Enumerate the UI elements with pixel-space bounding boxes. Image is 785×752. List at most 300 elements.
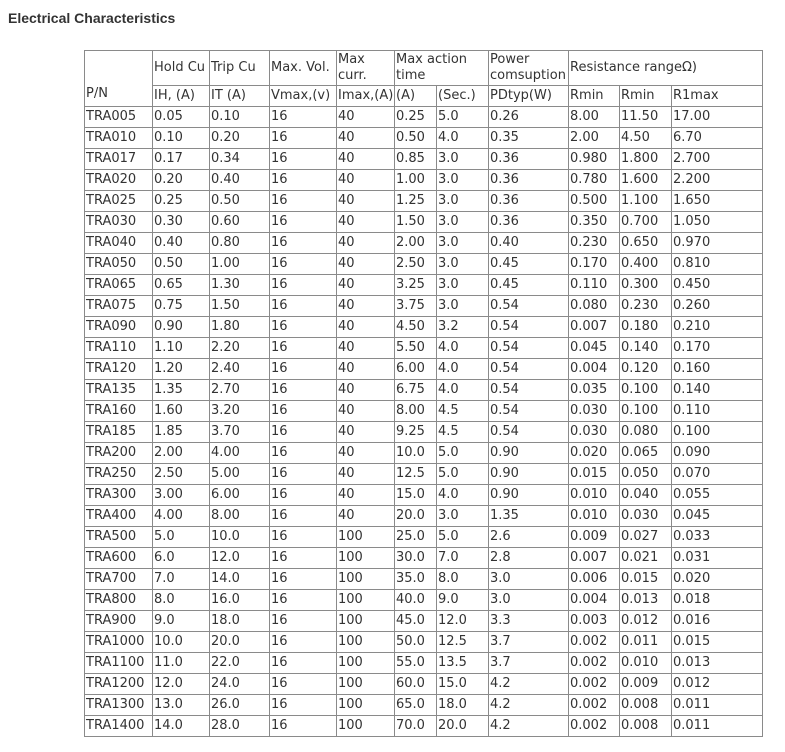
value-cell: 0.015 (620, 569, 672, 590)
value-cell: 65.0 (395, 695, 437, 716)
table-row (85, 275, 763, 296)
value-cell: 0.003 (569, 611, 620, 632)
table-row (85, 254, 763, 275)
value-cell: 0.010 (569, 485, 620, 506)
value-cell: 0.160 (672, 359, 763, 380)
value-cell: 11.0 (153, 653, 210, 674)
value-cell: 100 (337, 632, 395, 653)
value-cell: 35.0 (395, 569, 437, 590)
value-cell: 16 (270, 380, 337, 401)
value-cell: 16 (270, 359, 337, 380)
value-cell: 45.0 (395, 611, 437, 632)
value-cell: 3.3 (489, 611, 569, 632)
value-cell: 16 (270, 338, 337, 359)
unit-cell: IT (A) (210, 86, 270, 107)
value-cell: 4.5 (437, 422, 489, 443)
value-cell: 0.25 (395, 107, 437, 128)
table-row (85, 590, 763, 611)
value-cell: 3.2 (437, 317, 489, 338)
value-cell: 0.60 (210, 212, 270, 233)
value-cell: 40 (337, 296, 395, 317)
value-cell: 0.700 (620, 212, 672, 233)
electrical-characteristics-table (84, 50, 763, 737)
part-number-cell: TRA030 (85, 212, 153, 233)
value-cell: 14.0 (153, 716, 210, 737)
value-cell: 0.650 (620, 233, 672, 254)
value-cell: 0.90 (489, 485, 569, 506)
value-cell: 0.009 (569, 527, 620, 548)
value-cell: 16 (270, 170, 337, 191)
value-cell: 5.0 (437, 443, 489, 464)
value-cell: 17.00 (672, 107, 763, 128)
value-cell: 0.100 (620, 380, 672, 401)
value-cell: 0.400 (620, 254, 672, 275)
value-cell: 50.0 (395, 632, 437, 653)
part-number-cell: TRA110 (85, 338, 153, 359)
header-max-action-time: Max action time (395, 51, 489, 86)
value-cell: 5.50 (395, 338, 437, 359)
value-cell: 3.7 (489, 632, 569, 653)
value-cell: 0.54 (489, 296, 569, 317)
value-cell: 6.75 (395, 380, 437, 401)
value-cell: 0.110 (569, 275, 620, 296)
value-cell: 3.0 (437, 296, 489, 317)
table-row (85, 401, 763, 422)
value-cell: 0.54 (489, 422, 569, 443)
value-cell: 6.0 (153, 548, 210, 569)
value-cell: 16 (270, 695, 337, 716)
value-cell: 0.002 (569, 632, 620, 653)
value-cell: 0.170 (672, 338, 763, 359)
part-number-cell: TRA300 (85, 485, 153, 506)
unit-cell: PDtyp(W) (489, 86, 569, 107)
part-number-cell: TRA025 (85, 191, 153, 212)
part-number-cell: TRA1100 (85, 653, 153, 674)
value-cell: 0.015 (672, 632, 763, 653)
value-cell: 0.030 (569, 401, 620, 422)
value-cell: 1.35 (489, 506, 569, 527)
value-cell: 0.100 (672, 422, 763, 443)
header-hold-current: Hold Cu (153, 51, 210, 86)
value-cell: 8.0 (437, 569, 489, 590)
value-cell: 100 (337, 653, 395, 674)
value-cell: 16 (270, 485, 337, 506)
value-cell: 3.0 (437, 233, 489, 254)
value-cell: 16 (270, 107, 337, 128)
table-row (85, 296, 763, 317)
part-number-cell: TRA075 (85, 296, 153, 317)
value-cell: 10.0 (395, 443, 437, 464)
table-row (85, 128, 763, 149)
value-cell: 16 (270, 275, 337, 296)
part-number-cell: TRA400 (85, 506, 153, 527)
value-cell: 7.0 (153, 569, 210, 590)
value-cell: 40 (337, 359, 395, 380)
value-cell: 0.040 (620, 485, 672, 506)
value-cell: 3.7 (489, 653, 569, 674)
value-cell: 0.033 (672, 527, 763, 548)
value-cell: 3.70 (210, 422, 270, 443)
part-number-cell: TRA500 (85, 527, 153, 548)
value-cell: 8.0 (153, 590, 210, 611)
value-cell: 40 (337, 317, 395, 338)
value-cell: 7.0 (437, 548, 489, 569)
value-cell: 40.0 (395, 590, 437, 611)
value-cell: 16 (270, 212, 337, 233)
value-cell: 70.0 (395, 716, 437, 737)
value-cell: 100 (337, 695, 395, 716)
value-cell: 1.50 (210, 296, 270, 317)
value-cell: 3.75 (395, 296, 437, 317)
table-row (85, 674, 763, 695)
value-cell: 1.00 (210, 254, 270, 275)
unit-cell: R1max (672, 86, 763, 107)
part-number-cell: TRA200 (85, 443, 153, 464)
value-cell: 9.25 (395, 422, 437, 443)
value-cell: 0.36 (489, 170, 569, 191)
value-cell: 2.20 (210, 338, 270, 359)
value-cell: 1.600 (620, 170, 672, 191)
value-cell: 8.00 (395, 401, 437, 422)
value-cell: 0.54 (489, 338, 569, 359)
table-row (85, 380, 763, 401)
value-cell: 4.5 (437, 401, 489, 422)
value-cell: 0.36 (489, 149, 569, 170)
value-cell: 2.50 (153, 464, 210, 485)
table-row (85, 548, 763, 569)
value-cell: 11.50 (620, 107, 672, 128)
value-cell: 4.2 (489, 674, 569, 695)
header-row (85, 51, 763, 86)
value-cell: 0.090 (672, 443, 763, 464)
value-cell: 40 (337, 170, 395, 191)
table-row (85, 632, 763, 653)
value-cell: 30.0 (395, 548, 437, 569)
value-cell: 0.230 (569, 233, 620, 254)
value-cell: 12.5 (395, 464, 437, 485)
value-cell: 0.031 (672, 548, 763, 569)
value-cell: 0.002 (569, 653, 620, 674)
value-cell: 16 (270, 149, 337, 170)
value-cell: 0.90 (489, 443, 569, 464)
value-cell: 5.0 (437, 464, 489, 485)
part-number-cell: TRA050 (85, 254, 153, 275)
value-cell: 16 (270, 443, 337, 464)
value-cell: 0.018 (672, 590, 763, 611)
value-cell: 0.020 (569, 443, 620, 464)
value-cell: 2.6 (489, 527, 569, 548)
value-cell: 15.0 (437, 674, 489, 695)
value-cell: 10.0 (210, 527, 270, 548)
value-cell: 0.54 (489, 317, 569, 338)
value-cell: 16 (270, 233, 337, 254)
value-cell: 10.0 (153, 632, 210, 653)
part-number-cell: TRA1300 (85, 695, 153, 716)
table-row (85, 611, 763, 632)
value-cell: 4.0 (437, 380, 489, 401)
value-cell: 16 (270, 569, 337, 590)
value-cell: 5.00 (210, 464, 270, 485)
value-cell: 0.40 (210, 170, 270, 191)
part-number-cell: TRA1200 (85, 674, 153, 695)
value-cell: 0.140 (620, 338, 672, 359)
value-cell: 0.008 (620, 716, 672, 737)
value-cell: 16 (270, 296, 337, 317)
value-cell: 0.055 (672, 485, 763, 506)
part-number-cell: TRA800 (85, 590, 153, 611)
value-cell: 4.2 (489, 695, 569, 716)
header-trip-current: Trip Cu (210, 51, 270, 86)
header-power-consumption: Power comsuption (489, 51, 569, 86)
table-row (85, 716, 763, 737)
value-cell: 0.80 (210, 233, 270, 254)
value-cell: 5.0 (437, 527, 489, 548)
value-cell: 40 (337, 443, 395, 464)
value-cell: 0.002 (569, 716, 620, 737)
section-heading: Electrical Characteristics (8, 10, 176, 26)
value-cell: 3.0 (489, 590, 569, 611)
value-cell: 3.0 (437, 149, 489, 170)
value-cell: 4.0 (437, 359, 489, 380)
value-cell: 0.17 (153, 149, 210, 170)
table-body (85, 107, 763, 737)
table-row (85, 149, 763, 170)
value-cell: 13.5 (437, 653, 489, 674)
value-cell: 13.0 (153, 695, 210, 716)
value-cell: 1.800 (620, 149, 672, 170)
value-cell: 16 (270, 401, 337, 422)
value-cell: 18.0 (210, 611, 270, 632)
value-cell: 0.004 (569, 590, 620, 611)
value-cell: 0.021 (620, 548, 672, 569)
part-number-cell: TRA135 (85, 380, 153, 401)
value-cell: 18.0 (437, 695, 489, 716)
unit-cell: Vmax,(v) (270, 86, 337, 107)
value-cell: 100 (337, 548, 395, 569)
value-cell: 2.00 (153, 443, 210, 464)
value-cell: 0.35 (489, 128, 569, 149)
value-cell: 16 (270, 653, 337, 674)
value-cell: 20.0 (437, 716, 489, 737)
value-cell: 0.10 (153, 128, 210, 149)
value-cell: 16 (270, 716, 337, 737)
value-cell: 0.20 (210, 128, 270, 149)
table-row (85, 695, 763, 716)
value-cell: 0.50 (395, 128, 437, 149)
value-cell: 3.0 (437, 254, 489, 275)
value-cell: 0.170 (569, 254, 620, 275)
value-cell: 1.050 (672, 212, 763, 233)
value-cell: 3.0 (437, 275, 489, 296)
table-row (85, 191, 763, 212)
value-cell: 0.810 (672, 254, 763, 275)
value-cell: 0.90 (153, 317, 210, 338)
value-cell: 1.650 (672, 191, 763, 212)
value-cell: 0.140 (672, 380, 763, 401)
value-cell: 1.35 (153, 380, 210, 401)
value-cell: 12.0 (210, 548, 270, 569)
table-row (85, 338, 763, 359)
table-row (85, 527, 763, 548)
value-cell: 12.0 (437, 611, 489, 632)
value-cell: 0.004 (569, 359, 620, 380)
value-cell: 3.0 (437, 170, 489, 191)
value-cell: 16 (270, 527, 337, 548)
part-number-cell: TRA160 (85, 401, 153, 422)
value-cell: 2.200 (672, 170, 763, 191)
part-number-cell: TRA120 (85, 359, 153, 380)
value-cell: 2.70 (210, 380, 270, 401)
unit-cell: IH, (A) (153, 86, 210, 107)
value-cell: 0.035 (569, 380, 620, 401)
value-cell: 0.65 (153, 275, 210, 296)
value-cell: 0.080 (569, 296, 620, 317)
value-cell: 3.0 (437, 212, 489, 233)
value-cell: 9.0 (153, 611, 210, 632)
table-row (85, 212, 763, 233)
value-cell: 15.0 (395, 485, 437, 506)
part-number-cell: TRA005 (85, 107, 153, 128)
units-row (85, 86, 763, 107)
value-cell: 4.2 (489, 716, 569, 737)
value-cell: 40 (337, 191, 395, 212)
value-cell: 0.008 (620, 695, 672, 716)
value-cell: 3.00 (153, 485, 210, 506)
part-number-cell: TRA900 (85, 611, 153, 632)
value-cell: 40 (337, 107, 395, 128)
value-cell: 0.780 (569, 170, 620, 191)
part-number-cell: TRA020 (85, 170, 153, 191)
value-cell: 100 (337, 569, 395, 590)
value-cell: 40 (337, 233, 395, 254)
value-cell: 40 (337, 506, 395, 527)
part-number-cell: TRA600 (85, 548, 153, 569)
value-cell: 28.0 (210, 716, 270, 737)
value-cell: 16 (270, 548, 337, 569)
value-cell: 100 (337, 716, 395, 737)
part-number-cell: TRA010 (85, 128, 153, 149)
value-cell: 0.36 (489, 212, 569, 233)
value-cell: 1.80 (210, 317, 270, 338)
part-number-cell: TRA1000 (85, 632, 153, 653)
value-cell: 0.210 (672, 317, 763, 338)
value-cell: 0.25 (153, 191, 210, 212)
value-cell: 16 (270, 506, 337, 527)
value-cell: 12.5 (437, 632, 489, 653)
value-cell: 16 (270, 128, 337, 149)
value-cell: 40 (337, 128, 395, 149)
value-cell: 9.0 (437, 590, 489, 611)
value-cell: 0.500 (569, 191, 620, 212)
value-cell: 0.013 (672, 653, 763, 674)
value-cell: 0.007 (569, 548, 620, 569)
value-cell: 4.00 (210, 443, 270, 464)
value-cell: 2.700 (672, 149, 763, 170)
value-cell: 0.50 (153, 254, 210, 275)
value-cell: 0.045 (569, 338, 620, 359)
value-cell: 100 (337, 611, 395, 632)
unit-cell: (Sec.) (437, 86, 489, 107)
value-cell: 3.25 (395, 275, 437, 296)
header-resistance-range: Resistance rangeΩ) (569, 51, 763, 86)
value-cell: 0.070 (672, 464, 763, 485)
part-number-cell: TRA700 (85, 569, 153, 590)
value-cell: 0.26 (489, 107, 569, 128)
value-cell: 40 (337, 485, 395, 506)
table-row (85, 569, 763, 590)
value-cell: 3.0 (489, 569, 569, 590)
value-cell: 0.350 (569, 212, 620, 233)
unit-cell: Rmin (569, 86, 620, 107)
value-cell: 40 (337, 254, 395, 275)
value-cell: 0.300 (620, 275, 672, 296)
value-cell: 0.50 (210, 191, 270, 212)
value-cell: 26.0 (210, 695, 270, 716)
part-number-cell: TRA090 (85, 317, 153, 338)
table-row (85, 506, 763, 527)
value-cell: 40 (337, 422, 395, 443)
value-cell: 3.0 (437, 191, 489, 212)
value-cell: 2.50 (395, 254, 437, 275)
value-cell: 1.00 (395, 170, 437, 191)
table-row (85, 653, 763, 674)
value-cell: 0.54 (489, 401, 569, 422)
value-cell: 0.011 (620, 632, 672, 653)
value-cell: 40 (337, 212, 395, 233)
value-cell: 0.015 (569, 464, 620, 485)
value-cell: 100 (337, 674, 395, 695)
value-cell: 8.00 (210, 506, 270, 527)
value-cell: 5.0 (153, 527, 210, 548)
value-cell: 0.110 (672, 401, 763, 422)
value-cell: 6.00 (210, 485, 270, 506)
value-cell: 40 (337, 275, 395, 296)
value-cell: 0.002 (569, 674, 620, 695)
unit-cell: (A) (395, 86, 437, 107)
value-cell: 24.0 (210, 674, 270, 695)
value-cell: 0.030 (569, 422, 620, 443)
value-cell: 2.40 (210, 359, 270, 380)
value-cell: 8.00 (569, 107, 620, 128)
value-cell: 0.012 (672, 674, 763, 695)
value-cell: 1.50 (395, 212, 437, 233)
value-cell: 0.007 (569, 317, 620, 338)
value-cell: 16 (270, 317, 337, 338)
value-cell: 3.20 (210, 401, 270, 422)
value-cell: 0.065 (620, 443, 672, 464)
value-cell: 0.20 (153, 170, 210, 191)
table-row (85, 485, 763, 506)
value-cell: 16 (270, 590, 337, 611)
value-cell: 0.016 (672, 611, 763, 632)
value-cell: 0.006 (569, 569, 620, 590)
table-row (85, 422, 763, 443)
value-cell: 25.0 (395, 527, 437, 548)
value-cell: 0.45 (489, 254, 569, 275)
table-row (85, 443, 763, 464)
value-cell: 0.05 (153, 107, 210, 128)
value-cell: 22.0 (210, 653, 270, 674)
value-cell: 4.50 (620, 128, 672, 149)
value-cell: 100 (337, 590, 395, 611)
value-cell: 40 (337, 464, 395, 485)
value-cell: 20.0 (395, 506, 437, 527)
value-cell: 0.10 (210, 107, 270, 128)
value-cell: 0.100 (620, 401, 672, 422)
value-cell: 0.54 (489, 359, 569, 380)
value-cell: 1.25 (395, 191, 437, 212)
value-cell: 1.100 (620, 191, 672, 212)
